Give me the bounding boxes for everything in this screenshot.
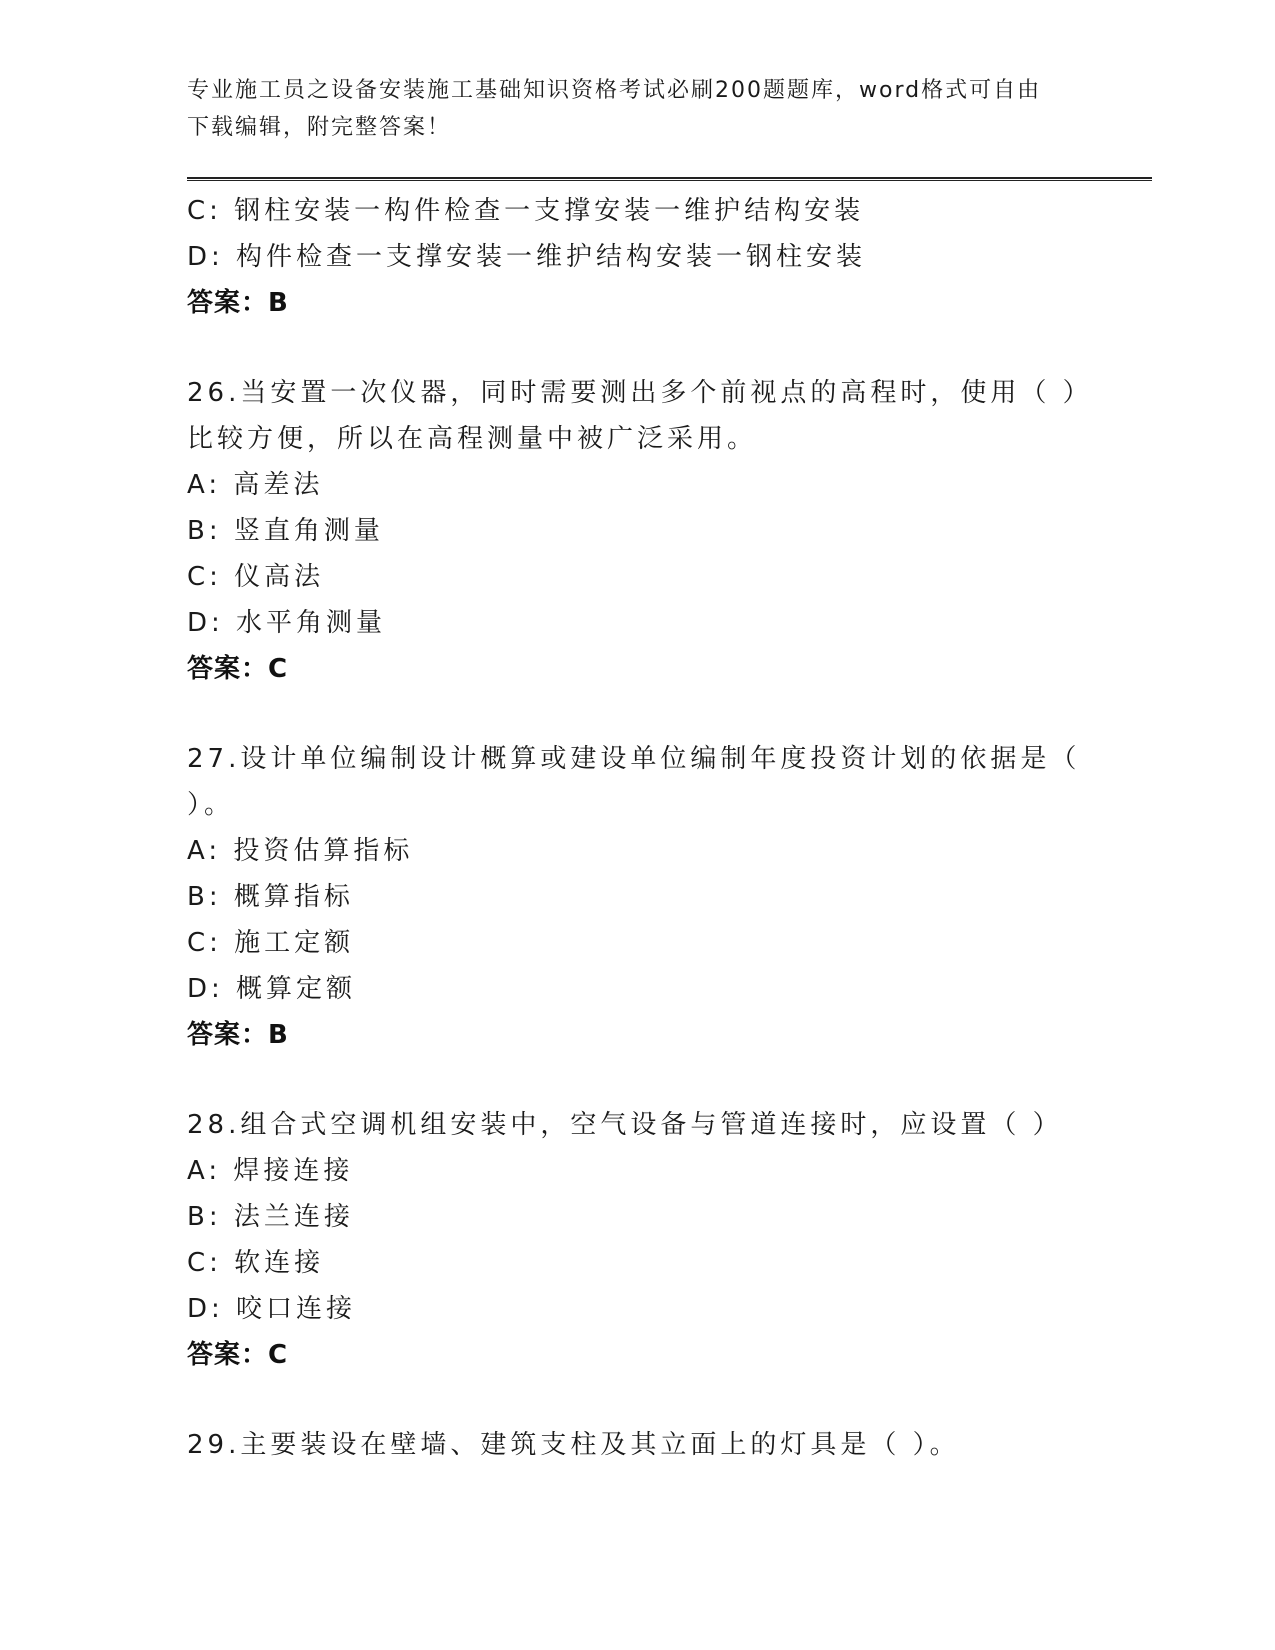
option-d: D: 水平角测量 <box>187 608 387 638</box>
question-26 <box>187 370 1093 692</box>
question-stem: 27.设计单位编制设计概算或建设单位编制年度投资计划的依据是（ <box>187 744 1081 774</box>
answer: 答案：C <box>187 654 289 684</box>
document-body <box>187 188 1093 1468</box>
option-d: D: 构件检查一支撑安装一维护结构安装一钢柱安装 <box>187 242 867 272</box>
option-c: C: 仪高法 <box>187 562 325 592</box>
question-stem-cont: 比较方便，所以在高程测量中被广泛采用。 <box>187 424 758 454</box>
option-c: C: 施工定额 <box>187 928 355 958</box>
option-d: D: 咬口连接 <box>187 1294 357 1324</box>
question-stem: 29.主要装设在壁墙、建筑支柱及其立面上的灯具是（ ）。 <box>187 1430 960 1460</box>
option-b: B: 法兰连接 <box>187 1202 354 1232</box>
option-b: B: 竖直角测量 <box>187 516 384 546</box>
answer: 答案：B <box>187 1020 289 1050</box>
question-27 <box>187 736 1087 1058</box>
answer: 答案：B <box>187 288 289 318</box>
question-stem: 26.当安置一次仪器，同时需要测出多个前视点的高程时，使用（ ） <box>187 378 1093 408</box>
header-divider <box>187 177 1152 181</box>
question-28 <box>187 1102 1087 1378</box>
question-29 <box>187 1422 1087 1468</box>
option-c: C: 软连接 <box>187 1248 325 1278</box>
option-d: D: 概算定额 <box>187 974 357 1004</box>
answer: 答案：C <box>187 1340 289 1370</box>
question-stem: 28.组合式空调机组安装中，空气设备与管道连接时，应设置（ ） <box>187 1110 1063 1140</box>
option-b: B: 概算指标 <box>187 882 354 912</box>
option-a: A: 焊接连接 <box>187 1156 354 1186</box>
option-c: C: 钢柱安装一构件检查一支撑安装一维护结构安装 <box>187 196 865 226</box>
option-a: A: 高差法 <box>187 470 324 500</box>
header-line-2: 下载编辑，附完整答案！ <box>187 115 452 140</box>
page-header <box>187 72 1087 146</box>
option-a: A: 投资估算指标 <box>187 836 414 866</box>
header-line-1: 专业施工员之设备安装施工基础知识资格考试必刷200题题库，word格式可自由 <box>187 78 1042 103</box>
question-25-tail <box>187 188 1087 326</box>
question-stem-cont: ）。 <box>187 790 235 820</box>
